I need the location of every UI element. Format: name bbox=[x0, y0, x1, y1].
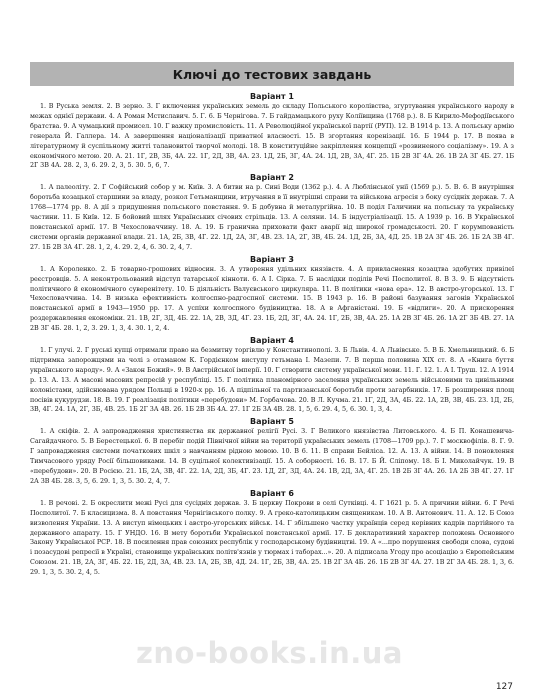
answer-keys bbox=[30, 92, 514, 580]
variant-answers: 1. В речові. 2. Б окреслити межі Русі для сусідніх держав. 3. Б церкву Покрови в селі Сутківці. 4. Г 1621 р. 5. А причини війни. 6. Г Речі Посполитої. 7. Б класицизма. 8. А повстання Чернігівського полку. 9. А греко-католицьким священикам. 10. А В. Антонович. 11. А. 12. Б Союз визволення України. 13. А виступ німецьких і австро-угорських військ. 14. Г збільшено частку українців серед керівних кадрів партійного та державного апарату. 15. Г УНДО. 16. В мету боротьби Української повстанської армії. 17. Б декларативний характер положень Основного Закону Української РСР. 18. В посилення прав союзних республік у господарському будівництві. 19. А «...про порушення свободи слова, судові і позасудові репресії в Україні, становище українських політв'язнів у тюрмах і таборах...». 20. А підписала Угоду про асоціацію з Європейським Союзом. 21. 1В, 2А, 3Г, 4Б. 22. 1Б, 2Д, 3А, 4В. 23. 1А, 2Б, 3В, 4Д. 24. 1Г, 2Б, 3В, 4А. 25. 1В 2Г 3А 4Б. 26. 1Б 2В 3Г 4А. 27. 1В 2Г 3А 4Б. 28. 1, 3, 6. 29. 1, 3, 5. 30. 2, 4, 5. bbox=[30, 498, 514, 577]
variant-block bbox=[30, 336, 514, 415]
variant-heading: Варіант 6 bbox=[250, 488, 294, 498]
variant-heading: Варіант 4 bbox=[250, 336, 294, 346]
variant-block bbox=[30, 255, 514, 334]
page-number: 127 bbox=[495, 682, 513, 692]
variant-heading: Варіант 2 bbox=[250, 173, 294, 183]
variant-answers: 1. Г улучі. 2. Г руські купці отримали право на безмитну торгівлю у Константинополі. 3. Б Львів. 4. А Львівське. 5. В Б. Хмельницький. 6. Б підтримка запорожцями на чолі з отаманом К. Гордієнком виступу гетьмана І. Мазепи. 7. В перша половина XIX ст. 8. А «Книга буття українського народу». 9. А «Закон Божий». 9. В Австрійської імперії. 10. Г створити систему української мови. 11. Г. 12. 1. А І. Труш. 12. А 1914 р. 13. А. 13. А масові масових репресій у республіці. 15. Г політика планомірного заселення українських земель військовими та цивільними колоністами, здійснювана урядом Польщі в 1920-х рр. 16. А підпільної та партизанської боротьби проти загарбників. 17. Б розширення площ посівів кукурудзи. 18. В. 19. Г реалізація політики «перебудови» М. Горбачова. 20. В Л. Кучма. 21. 1Г, 2Д, 3А, 4Б. 22. 1А, 2В, 3В, 4Б. 23. 1Д, 2Б, 3В, 4Г. 24. 1А, 2Г, 3Б, 4В. 25. 1Б 2Г 3А 4В. 26. 1Б 2В 3Б 4А. 27. 1Г 2Б 3А 4В. 28. 1, 5, 6. 29. 4, 5, 6. 30. 1, 3, 4. bbox=[30, 346, 514, 414]
variant-answers: 1. А палеоліту. 2. Г Софійський собор у м. Київ. 3. А битви на р. Сині Води (1362 р.). 4. А Люблінської унії (1569 р.). 5. В. 6. В внутрішня боротьба козацької старшини за владу, розкол Гетьманщини, втручання в її внутрішні справи та військова агресія з боку сусідніх держав. 7. А 1768—1774 рр. 8. А дії з придушення польського повстання. 9. Б добувна й металургійна. 10. В поділ Галичини на польську та українську частини. 11. Б Київ. 12. Б бойовий шлях Українських січових стрільців. 13. А селяни. 14. Б індустріалізації. 15. А 1939 р. 16. В Української повстанської армії. 17. В Чехословаччину. 18. А. 19. Б гранична приховати факт аварії від широкої громадськості. 20. Г корумпованість системи органів державної влади. 21. 1А, 2Б, 3В, 4Г. 22. 1Д, 2А, 3Г, 4В. 23. 1А, 2Г, 3В, 4Б. 24. 1Д, 2Б, 3А, 4Д. 25. 1В 2А 3Г 4Б. 26. 1Б 2А 3В 4Г. 27. 1Б 2В 3А 4Г. 28. 1, 2, 4. 29. 2, 4, 6. 30. 2, 4, 7. bbox=[30, 183, 514, 251]
variant-answers: 1. А скіфів. 2. А запровадження християнства як державної релігії Русі. 3. Г Великого князівства Литовського. 4. Б П. Конашевича-Сагайдачного. 5. В Берестецької. 6. В перебіг подій Північної війни на території українських земель (1708—1709 рр.). 7. Г москвофілів. 8. Г. 9. Г запровадження системи початкових шкіл з навчанням рідною мовою. 10. В 6. 11. В справи Бейліса. 12. А. 13. А війни. 14. В поновлення Тимчасового уряду Росії більшовиками. 14. В суцільної колективізації. 15. А соборності. 16. В. 17. Б Й. Сліпому. 18. Б І. Миколайчук. 19. В «перебудови». 20. В Росією. 21. 1Б, 2А, 3В, 4Г. 22. 1А, 2Д, 3Б, 4Г. 23. 1Д, 2Г, 3Д, 4А. 24. 1В, 2Д, 3А, 4Г. 25. 1В 2Б 3Г 4А. 26. 1А 2Б 3В 4Г. 27. 1Г 2А 3В 4Б. 28. 3, 5, 6. 29. 1, 3, 5. 30. 2, 4, 7. bbox=[30, 427, 514, 485]
variant-block bbox=[30, 489, 514, 578]
variant-heading: Варіант 5 bbox=[250, 417, 294, 427]
variant-answers: 1. А Короленко. 2. Б товарно-грошових відносин. 3. А утворення удільних князівств. 4. А привласнення козацтва здобутих привілеї реєстровців. 5. А неконтрольований відступ татарської кінноти. 6. А І. Сірка. 7. Б наслідки поділів Речі Посполитої. 8. В 3. 9. Б відсутність політичного й економічного суверенітету. 10. Б діяльність Валуєвського циркуляра. 11. В політики «нова ера». 12. В австро-угорської. 13. Г Чехословаччина. 14. В низька ефективність колгоспно-радгоспної системи. 15. В 1943 р. 16. В районі базування загонів Української повстанської армії в 1943—1950 рр. 17. А успіхи колгоспного будівництва. 18. А в Афганістані. 19. Б «відлиги». 20. А прискорення роздержавлення економіки. 21. 1В, 2Г, 3Д, 4Б. 22. 1А, 2В, 3Д, 4Г. 23. 1Б, 2Д, 3Г, 4А. 24. 1Г, 2Б, 3В, 4А. 25. 1А 2В 3Г 4Б. 26. 1А 2Г 3Б 4В. 27. 1А 2В 3Г 4Б. 28. 1, 2, 3. 29. 1, 3, 4. 30. 1, 2, 4. bbox=[30, 264, 514, 333]
section-title: Ключі до тестових завдань bbox=[30, 62, 514, 86]
variant-block bbox=[30, 92, 514, 171]
variant-heading: Варіант 3 bbox=[250, 254, 294, 264]
variant-heading: Варіант 1 bbox=[250, 92, 294, 101]
watermark-text: zno-books.in.ua bbox=[136, 636, 403, 670]
variant-block bbox=[30, 417, 514, 486]
variant-answers: 1. В Руська земля. 2. В зерно. 3. Г включення українських земель до складу Польського королівства, згуртування українського народу в межах однієї держави. 4. А Роман Мстиславич. 5. Г. 6. Б Чернігова. 7. Б гайдамацького руху Коліївщина (1768 р.). 8. Б Кирило-Мефодіївського братства. 9. А чумацький промисел. 10. Г важку промисловість. 11. А Революційної української партії (РУП). 12. В 1914 р. 13. А польську армію генерала Й. Галлера. 14. А завершення націоналізації приватної власності. 15. В згортання коренізації. 16. Б 1944 р. 17. В поява в літературному й суспільному житті талановитої творчої молоді. 18. В конституційне закріплення концепції «розвиненого соціалізму». 19. А з економічного метою. 20. А. 21. 1Г, 2В, 3Б, 4А. 22. 1Г, 2Д, 3В, 4А. 23. 1Д, 2Б, 3Г, 4А. 24. 1Д, 2В, 3А, 4Г. 25. 1Б 2В 3Г 4А. 26. 1В 2А 3Г 4Б. 27. 1Б 2Г 3В 4А. 28. 2, 3, 6. 29. 2, 3, 5. 30. 5, 6, 7. bbox=[30, 102, 514, 170]
variant-block bbox=[30, 173, 514, 252]
